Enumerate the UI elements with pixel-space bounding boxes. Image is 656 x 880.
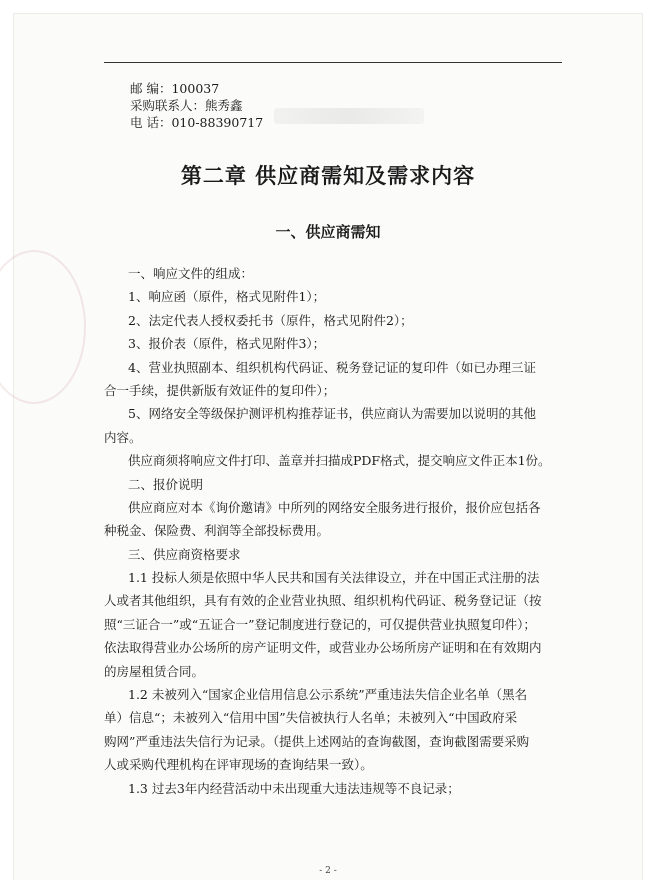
body-line: 供应商须将响应文件打印、盖章并扫描成PDF格式，提交响应文件正本1份。 [128, 453, 551, 469]
section-title: 一、供应商需知 [275, 223, 381, 241]
header-rule [104, 62, 562, 63]
body-line: 二、报价说明 [128, 476, 204, 492]
body-line: 照“三证合一”或“五证合一”登记制度进行登记的，可仅提供营业执照复印件）； [104, 616, 536, 632]
body-line: 人或者其他组织，具有有效的企业营业执照、组织机构代码证、税务登记证（按 [104, 593, 542, 609]
body-line: 单）信息“；未被列入“信用中国”失信被执行人名单；未被列入“中国政府采 [104, 710, 518, 726]
body-line: 1.2 未被列入“国家企业信用信息公示系统”严重违法失信企业名单（黑名 [128, 687, 528, 703]
body-line: 1、响应函（原件，格式见附件1）； [128, 289, 326, 305]
phone-number: 电 话：010-88390717 [130, 115, 264, 130]
body-line: 一、响应文件的组成： [128, 266, 254, 281]
body-line: 三、供应商资格要求 [128, 546, 241, 562]
body-line: 依法取得营业办公场所的房产证明文件，或营业办公场所房产证明和在有效期内 [104, 640, 542, 656]
body-line: 合一手续，提供新版有效证件的复印件）； [104, 382, 336, 398]
body-line: 购网”严重违法失信行为记录。（提供上述网站的查询截图，查询截图需要采购 [104, 733, 530, 749]
contact-person: 采购联系人：熊秀鑫 [130, 98, 243, 113]
contact-block [130, 80, 263, 131]
postal-code: 邮 编：100037 [130, 81, 220, 96]
body-line: 1.1 投标人须是依照中华人民共和国有关法律设立，并在中国正式注册的法 [128, 570, 540, 586]
page-number: - 2 - [319, 866, 337, 876]
body-line: 4、营业执照副本、组织机构代码证、税务登记证的复印件（如已办理三证 [128, 359, 536, 375]
body-line: 2、法定代表人授权委托书（原件，格式见附件2）； [128, 312, 413, 328]
body-line: 1.3 过去3年内经营活动中未出现重大违法违规等不良记录； [128, 780, 460, 796]
body-line: 人或采购代理机构在评审现场的查询结果一致）。 [104, 757, 373, 773]
body-line: 的房屋租赁合同。 [104, 663, 205, 679]
body-line: 5、网络安全等级保护测评机构推荐证书，供应商认为需要加以说明的其他 [128, 406, 536, 422]
body-line: 种税金、保险费、利润等全部投标费用。 [104, 523, 330, 539]
bleed-through-shadow [274, 108, 424, 124]
body-line: 3、报价表（原件，格式见附件3）； [128, 336, 326, 352]
chapter-title: 第二章 供应商需知及需求内容 [180, 163, 476, 188]
body-line: 供应商应对本《询价邀请》中所列的网络安全服务进行报价，报价应包括各 [128, 499, 541, 515]
body-line: 内容。 [104, 429, 142, 445]
document-body [104, 262, 556, 800]
